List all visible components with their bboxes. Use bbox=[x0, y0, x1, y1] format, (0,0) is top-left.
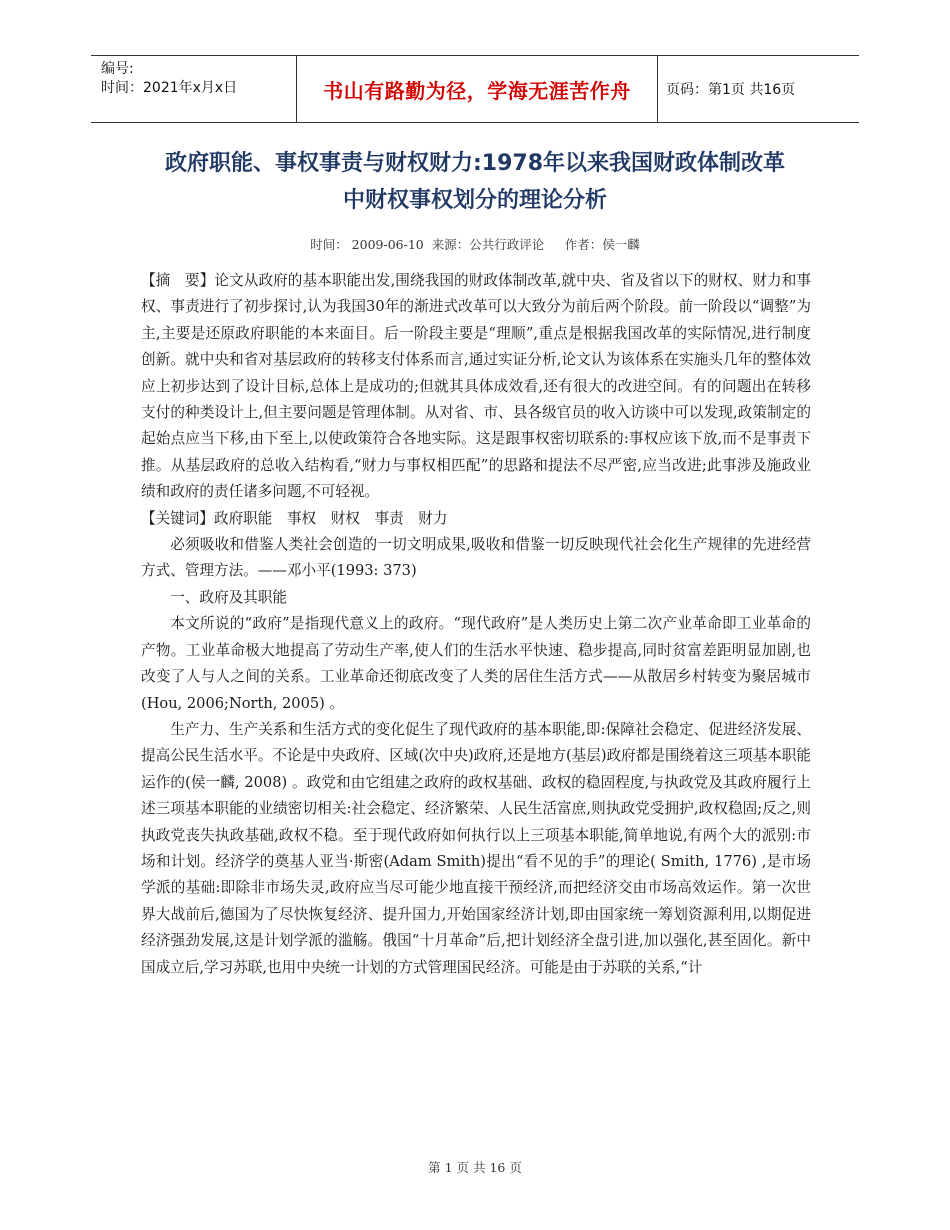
section-heading: 一、政府及其职能 bbox=[170, 588, 287, 606]
document-title bbox=[95, 145, 855, 219]
title-line-1: 政府职能、事权事责与财权财力:1978年以来我国财政体制改革 bbox=[164, 151, 786, 176]
meta-time: 时间： 2009-06-10 bbox=[310, 237, 424, 252]
abstract-paragraph: 【摘 要】论文从政府的基本职能出发,围绕我国的财政体制改革,就中央、省及省以下的财权、财力和事权、事责进行了初步探讨,认为我国30年的渐进式改革可以大致分为前后两个阶段。前一阶段以“调整”为主,主要是还原政府职能的本来面目。后一阶段主要是“理顺”,重点是根据我国改革的实际情况,进行制度创新。就中央和省对基层政府的转移支付体系而言,通过实证分析,论文认为该体系在实施头几年的整体效应上初步达到了设计目标,总体上是成功的;但就其具体成效看,还有很大的改进空间。有的问题出在转移支付的种类设计上,但主要问题是管理体制。从对省、市、县各级官员的收入访谈中可以发现,政策制定的起始点应当下移,由下至上,以使政策符合各地实际。这是跟事权密切联系的:事权应该下放,而不是事责下推。从基层政府的总收入结构看,“财力与事权相匹配”的思路和提法不尽严密,应当改进;此事涉及施政业绩和政府的责任诸多问题,不可轻视。 bbox=[141, 272, 811, 501]
header-page-info: 页码：第1页 共16页 bbox=[666, 82, 796, 98]
keywords-paragraph: 【关键词】政府职能 事权 财权 事责 财力 bbox=[141, 509, 448, 527]
page-header bbox=[91, 55, 859, 123]
body-paragraph-2: 生产力、生产关系和生活方式的变化促生了现代政府的基本职能,即:保障社会稳定、促进经济发展、提高公民生活水平。不论是中央政府、区域(次中央)政府,还是地方(基层)政府都是围绕着这三项基本职能运作的(侯一麟, 2008) 。政党和由它组建之政府的政权基础、政权的稳固程度,与执政党及其政府履行上述三项基本职能的业绩密切相关:社会稳定、经济繁荣、人民生活富庶,则执政党受拥护,政权稳固;反之,则执政党丧失执政基础,政权不稳。至于现代政府如何执行以上三项基本职能,简单地说,有两个大的派别:市场和计划。经济学的奠基人亚当·斯密(Adam Smith)提出“看不见的手”的理论( Smith, 1776) ,是市场学派的基础:即除非市场失灵,政府应当尽可能少地直接干预经济,而把经济交由市场高效运作。第一次世界大战前后,德国为了尽快恢复经济、提升国力,开始国家经济计划,即由国家统一筹划资源利用,以期促进经济强劲发展,这是计划学派的滥觞。俄国“十月革命”后,把计划经济全盘引进,加以强化,甚至固化。新中国成立后,学习苏联,也用中央统一计划的方式管理国民经济。可能是由于苏联的关系,“计 bbox=[141, 720, 811, 976]
header-meta bbox=[91, 56, 296, 122]
time-label: 时间：2021年x月x日 bbox=[101, 80, 238, 96]
quote-paragraph: 必须吸收和借鉴人类社会创造的一切文明成果,吸收和借鉴一切反映现代社会化生产规律的先进经营方式、管理方法。——邓小平(1993: 373) bbox=[141, 536, 811, 580]
number-label: 编号: bbox=[101, 61, 134, 77]
header-motto: 书山有路勤为径，学海无涯苦作舟 bbox=[296, 56, 658, 122]
title-line-2: 中财权事权划分的理论分析 bbox=[342, 188, 607, 213]
meta-author: 作者：侯一麟 bbox=[564, 237, 640, 252]
article-meta bbox=[95, 235, 855, 253]
article-body bbox=[141, 268, 811, 981]
body-paragraph-1: 本文所说的“政府”是指现代意义上的政府。“现代政府”是人类历史上第二次产业革命即工业革命的产物。工业革命极大地提高了劳动生产率,使人们的生活水平快速、稳步提高,同时贫富差距明显加剧,也改变了人与人之间的关系。工业革命还彻底改变了人类的居住生活方式——从散居乡村转变为聚居城市(Hou, 2006;North, 2005) 。 bbox=[141, 615, 811, 712]
meta-source: 来源：公共行政评论 bbox=[431, 237, 545, 252]
page-footer: 第 1 页 共 16 页 bbox=[428, 1160, 522, 1175]
